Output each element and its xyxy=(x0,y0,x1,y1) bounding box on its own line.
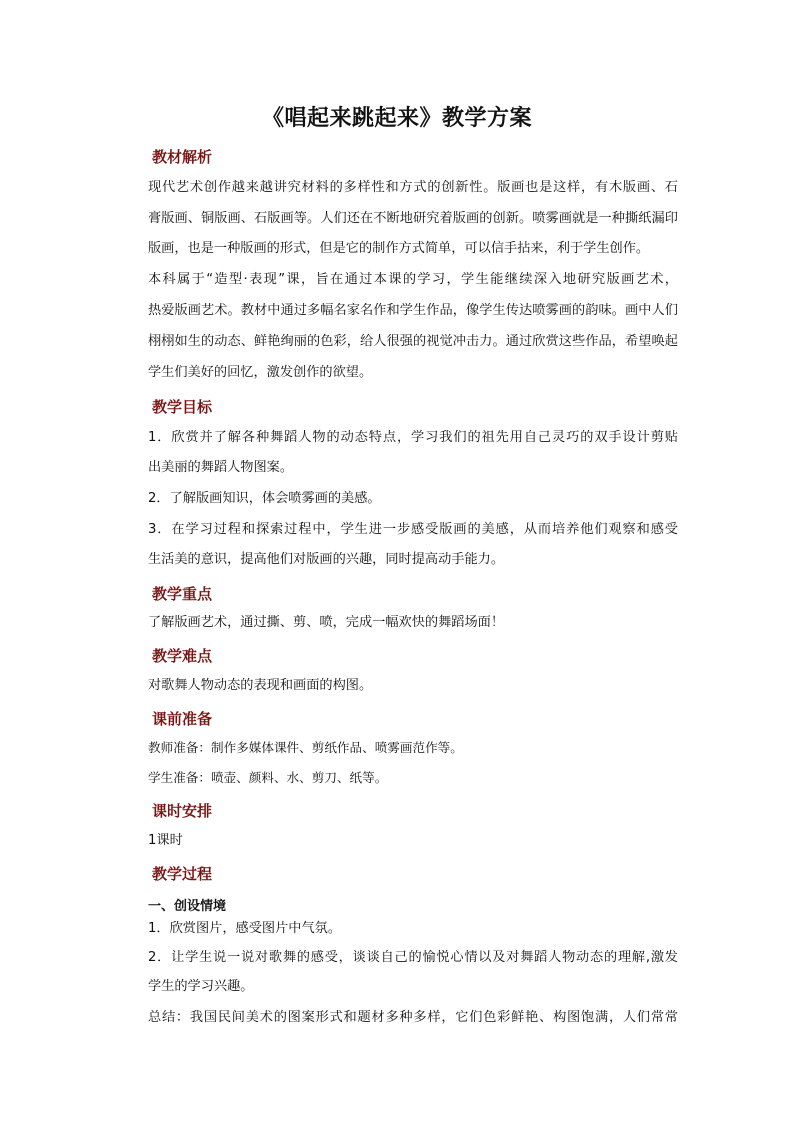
schedule-text: 1课时 xyxy=(148,833,183,848)
heading-key-points: 教学重点 xyxy=(152,585,213,603)
preparation-student: 学生准备：喷壶、颜料、水、剪刀、纸等。 xyxy=(148,770,388,785)
analysis-p2-line1: 本科属于“造型·表现”课，旨在通过本课的学习，学生能继续深入地研究版画艺术， xyxy=(148,272,678,287)
goals-item1-line2: 出美丽的舞蹈人物图案。 xyxy=(148,460,294,475)
heading-difficulties: 教学难点 xyxy=(152,647,213,665)
process-item1: 1．欣赏图片，感受图片中气氛。 xyxy=(148,921,342,936)
analysis-p2-line4: 学生们美好的回忆，激发创作的欲望。 xyxy=(148,365,373,380)
process-subheading: 一、创设情境 xyxy=(148,899,227,914)
process-item2-line2: 学生的学习兴趣。 xyxy=(148,979,254,994)
goals-item2: 2．了解版画知识，体会喷雾画的美感。 xyxy=(148,491,381,506)
analysis-p1-line3: 版画，也是一种版画的形式，但是它的制作方式简单，可以信手拈来，利于学生创作。 xyxy=(148,241,650,256)
goals-item1-line1: 1．欣赏并了解各种舞蹈人物的动态特点，学习我们的祖先用自己灵巧的双手设计剪贴 xyxy=(148,430,678,445)
analysis-p2-line2: 热爱版画艺术。教材中通过多幅名家名作和学生作品，像学生传达喷雾画的韵味。画中人们 xyxy=(148,303,678,318)
heading-preparation: 课前准备 xyxy=(152,710,213,728)
preparation-teacher: 教师准备：制作多媒体课件、剪纸作品、喷雾画范作等。 xyxy=(148,740,463,755)
process-item2-line1: 2．让学生说一说对歌舞的感受，谈谈自己的愉悦心情以及对舞蹈人物动态的理解,激发 xyxy=(148,950,678,965)
analysis-p2-line3: 栩栩如生的动态、鲜艳绚丽的色彩，给人很强的视觉冲击力。通过欣赏这些作品，希望唤起 xyxy=(148,334,678,349)
goals-item3-line1: 3．在学习过程和探索过程中，学生进一步感受版画的美感，从而培养他们观察和感受 xyxy=(148,522,678,537)
heading-process: 教学过程 xyxy=(152,865,213,883)
analysis-p1-line1: 现代艺术创作越来越讲究材料的多样性和方式的创新性。版画也是这样，有木版画、石 xyxy=(148,180,678,195)
key-points-text: 了解版画艺术，通过撕、剪、喷，完成一幅欢快的舞蹈场面！ xyxy=(148,615,505,630)
goals-item3-line2: 生活美的意识，提高他们对版画的兴趣，同时提高动手能力。 xyxy=(148,552,505,567)
heading-schedule: 课时安排 xyxy=(152,802,213,820)
heading-goals: 教学目标 xyxy=(152,398,213,416)
analysis-p1-line2: 膏版画、铜版画、石版画等。人们还在不断地研究着版画的创新。喷雾画就是一种撕纸漏印 xyxy=(148,211,678,226)
difficulties-text: 对歌舞人物动态的表现和画面的构图。 xyxy=(148,678,373,693)
heading-analysis: 教材解析 xyxy=(152,148,213,166)
process-summary: 总结：我国民间美术的图案形式和题材多种多样，它们色彩鲜艳、构图饱满，人们常常 xyxy=(148,1010,678,1025)
document-title: 《唱起来跳起来》教学方案 xyxy=(261,105,532,131)
